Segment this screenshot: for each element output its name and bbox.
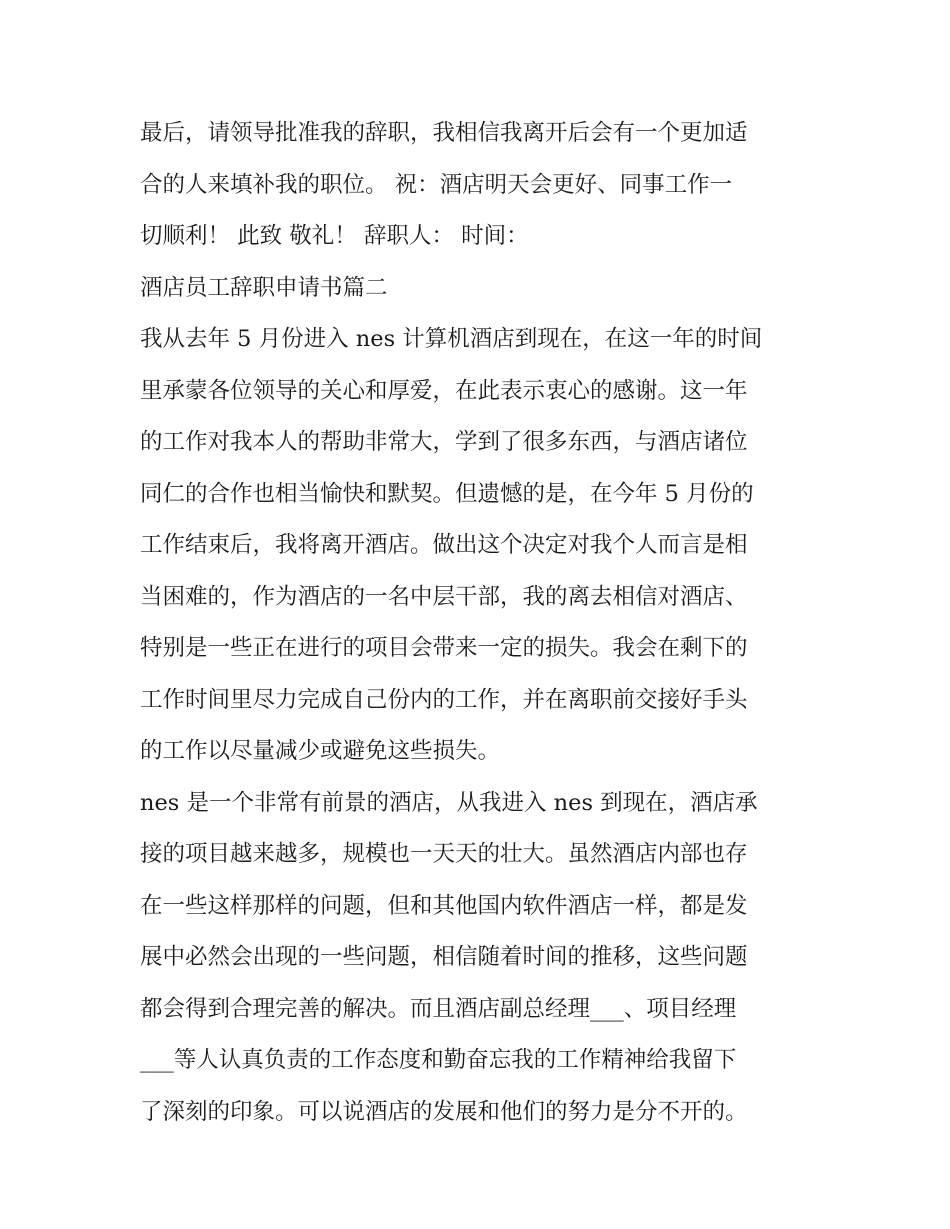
text-line: 工作结束后，我将离开酒店。做出这个决定对我个人而言是相 bbox=[140, 532, 748, 558]
text-line: 合的人来填补我的职位。 祝：酒店明天会更好、同事工作一 bbox=[140, 171, 733, 198]
text-line: 都会得到合理完善的解决。而且酒店副总经理___、项目经理 bbox=[140, 995, 737, 1022]
text-line: 同仁的合作也相当愉快和默契。但遗憾的是，在今年 5 月份的 bbox=[140, 480, 754, 507]
body-paragraph-2 bbox=[140, 778, 820, 1139]
body-paragraph-1 bbox=[140, 314, 820, 778]
section-heading bbox=[140, 263, 820, 315]
text-line: 最后，请领导批准我的辞职，我相信我离开后会有一个更加适 bbox=[140, 120, 748, 146]
text-line: 当困难的，作为酒店的一名中层干部，我的离去相信对酒店、 bbox=[140, 583, 748, 610]
text-line: 工作时间里尽力完成自己份内的工作，并在离职前交接好手头 bbox=[140, 686, 748, 713]
text-line: 里承蒙各位领导的关心和厚爱，在此表示衷心的感谢。这一年 bbox=[140, 377, 748, 404]
closing-paragraph bbox=[140, 108, 820, 263]
text-line: 在一些这样那样的问题，但和其他国内软件酒店一样，都是发 bbox=[140, 892, 748, 919]
text-line: 的工作对我本人的帮助非常大，学到了很多东西，与酒店诸位 bbox=[140, 429, 748, 455]
document-body bbox=[140, 108, 820, 1138]
text-line: 我从去年 5 月份进入 nes 计算机酒店到现在，在这一年的时间 bbox=[140, 326, 763, 352]
text-line: ___等人认真负责的工作态度和勤奋忘我的工作精神给我留下 bbox=[140, 1047, 737, 1073]
text-line: 展中必然会出现的一些问题，相信随着时间的推移，这些问题 bbox=[140, 944, 748, 970]
text-line: 接的项目越来越多，规模也一天天的壮大。虽然酒店内部也存 bbox=[140, 841, 748, 867]
text-line: 的工作以尽量减少或避免这些损失。 bbox=[140, 738, 501, 764]
text-line: 了深刻的印象。可以说酒店的发展和他们的努力是分不开的。 bbox=[140, 1098, 748, 1125]
text-line: 切顺利！ 此致 敬礼！ 辞职人： 时间： bbox=[140, 223, 529, 249]
text-line: 特别是一些正在进行的项目会带来一定的损失。我会在剩下的 bbox=[140, 635, 748, 661]
text-line: nes 是一个非常有前景的酒店，从我进入 nes 到现在，酒店承 bbox=[140, 789, 758, 816]
text-line: 酒店员工辞职申请书篇二 bbox=[140, 274, 388, 301]
